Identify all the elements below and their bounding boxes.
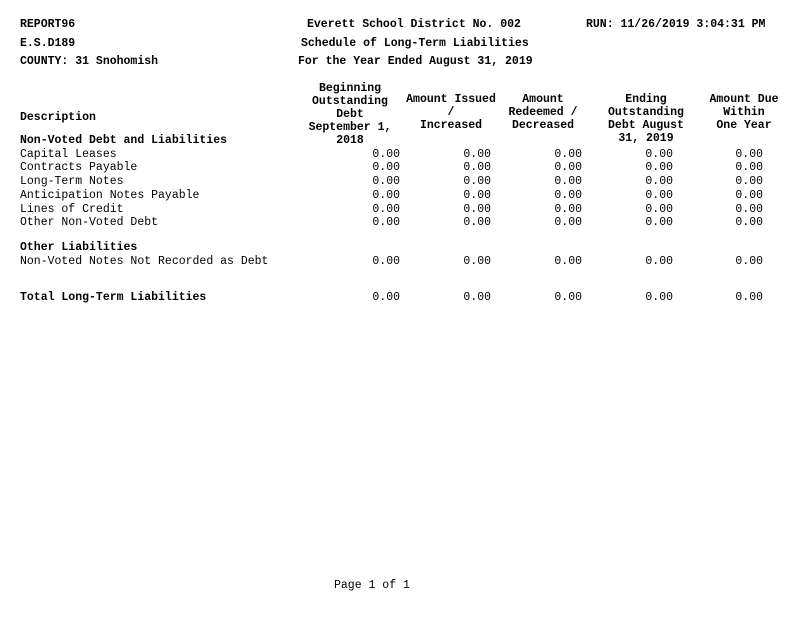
column-header-due-within xyxy=(698,93,790,132)
cell-issued: 0.00 xyxy=(463,161,491,174)
cell-issued: 0.00 xyxy=(463,216,491,229)
cell-beginning: 0.00 xyxy=(372,255,400,268)
cell-ending: 0.00 xyxy=(645,203,673,216)
cell-due-within: 0.00 xyxy=(735,161,763,174)
column-header-due-within-line2: One Year xyxy=(716,119,772,132)
section-title-non-voted: Non-Voted Debt and Liabilities xyxy=(20,134,228,147)
column-header-beginning xyxy=(300,82,400,147)
cell-ending: 0.00 xyxy=(645,255,673,268)
total-due-within: 0.00 xyxy=(735,291,763,304)
district-code: E.S.D189 xyxy=(20,37,76,50)
report-period: For the Year Ended August 31, 2019 xyxy=(298,55,533,68)
cell-issued: 0.00 xyxy=(463,189,491,202)
cell-beginning: 0.00 xyxy=(372,175,400,188)
cell-due-within: 0.00 xyxy=(735,189,763,202)
column-header-due-within-line1: Amount Due Within xyxy=(709,93,779,119)
report-id: REPORT96 xyxy=(20,18,76,31)
cell-ending: 0.00 xyxy=(645,175,673,188)
column-header-issued xyxy=(405,93,497,132)
cell-beginning: 0.00 xyxy=(372,189,400,202)
cell-issued: 0.00 xyxy=(463,175,491,188)
cell-ending: 0.00 xyxy=(645,189,673,202)
cell-ending: 0.00 xyxy=(645,216,673,229)
cell-redeemed: 0.00 xyxy=(554,255,582,268)
total-beginning: 0.00 xyxy=(372,291,400,304)
column-header-description: Description xyxy=(20,111,96,124)
cell-beginning: 0.00 xyxy=(372,161,400,174)
county-label: COUNTY: 31 Snohomish xyxy=(20,55,159,68)
row-label: Anticipation Notes Payable xyxy=(20,189,200,202)
row-label: Lines of Credit xyxy=(20,203,124,216)
column-header-issued-line1: Amount Issued / xyxy=(406,93,496,119)
column-header-beginning-line2: September 1, 2018 xyxy=(308,121,392,147)
total-redeemed: 0.00 xyxy=(554,291,582,304)
district-name: Everett School District No. 002 xyxy=(307,18,521,31)
section-title-other-liabilities: Other Liabilities xyxy=(20,241,138,254)
cell-beginning: 0.00 xyxy=(372,203,400,216)
schedule-title: Schedule of Long-Term Liabilities xyxy=(301,37,529,50)
column-header-redeemed-line1: Amount Redeemed / xyxy=(508,93,578,119)
column-header-issued-line2: Increased xyxy=(419,119,483,132)
cell-issued: 0.00 xyxy=(463,148,491,161)
cell-redeemed: 0.00 xyxy=(554,148,582,161)
cell-redeemed: 0.00 xyxy=(554,175,582,188)
cell-ending: 0.00 xyxy=(645,161,673,174)
column-header-ending-line2: 31, 2019 xyxy=(618,132,674,145)
row-label: Other Non-Voted Debt xyxy=(20,216,159,229)
cell-redeemed: 0.00 xyxy=(554,161,582,174)
column-header-ending xyxy=(596,93,696,145)
cell-beginning: 0.00 xyxy=(372,216,400,229)
cell-issued: 0.00 xyxy=(463,203,491,216)
cell-due-within: 0.00 xyxy=(735,175,763,188)
page-number: Page 1 of 1 xyxy=(334,579,410,592)
column-header-beginning-line1: Beginning Outstanding Debt xyxy=(312,82,388,121)
cell-due-within: 0.00 xyxy=(735,255,763,268)
cell-issued: 0.00 xyxy=(463,255,491,268)
cell-due-within: 0.00 xyxy=(735,216,763,229)
cell-redeemed: 0.00 xyxy=(554,203,582,216)
cell-due-within: 0.00 xyxy=(735,203,763,216)
column-header-redeemed-line2: Decreased xyxy=(511,119,575,132)
cell-beginning: 0.00 xyxy=(372,148,400,161)
column-header-ending-line1: Ending Outstanding Debt August xyxy=(608,93,684,132)
cell-redeemed: 0.00 xyxy=(554,189,582,202)
run-timestamp: RUN: 11/26/2019 3:04:31 PM xyxy=(586,18,766,31)
total-label: Total Long-Term Liabilities xyxy=(20,291,207,304)
column-header-redeemed xyxy=(497,93,589,132)
row-label: Contracts Payable xyxy=(20,161,138,174)
row-label: Non-Voted Notes Not Recorded as Debt xyxy=(20,255,269,268)
cell-ending: 0.00 xyxy=(645,148,673,161)
row-label: Capital Leases xyxy=(20,148,117,161)
cell-due-within: 0.00 xyxy=(735,148,763,161)
cell-redeemed: 0.00 xyxy=(554,216,582,229)
total-ending: 0.00 xyxy=(645,291,673,304)
total-issued: 0.00 xyxy=(463,291,491,304)
row-label: Long-Term Notes xyxy=(20,175,124,188)
